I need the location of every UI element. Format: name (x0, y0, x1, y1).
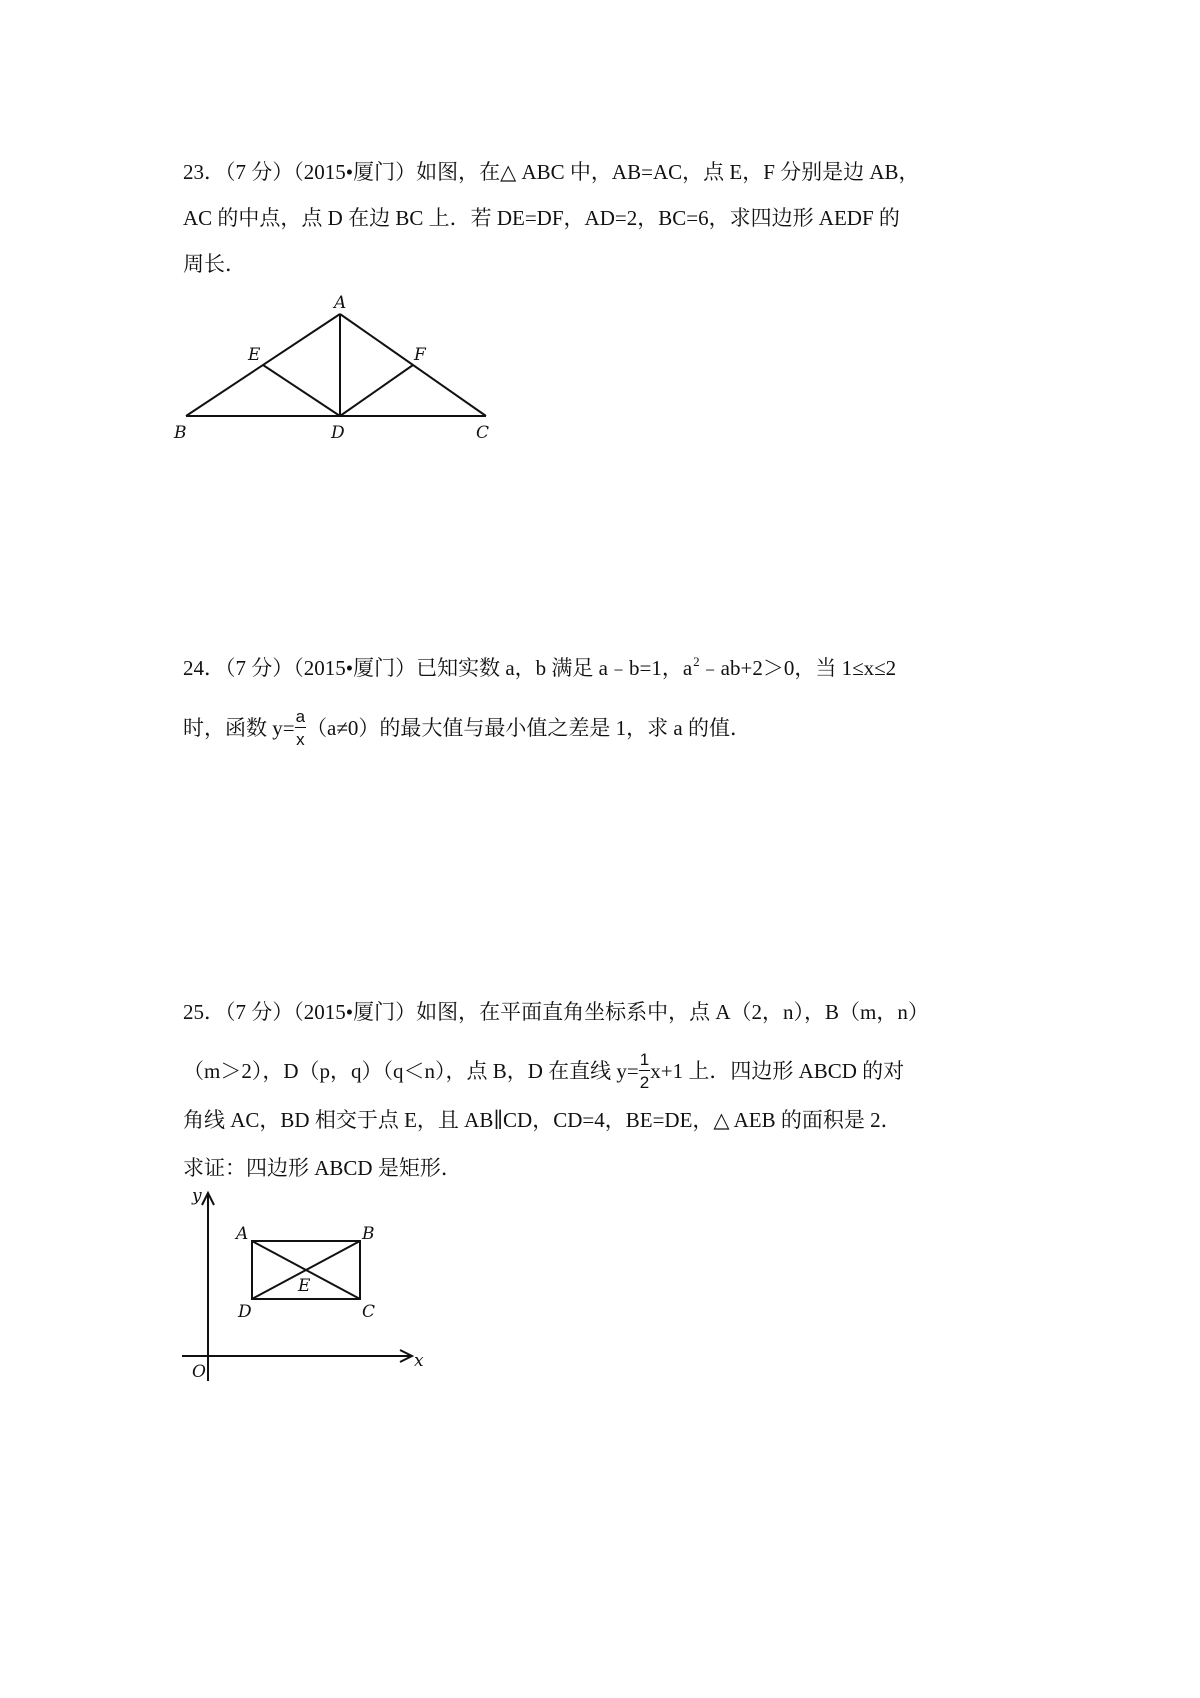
q25-fraction-denominator: 2 (639, 1073, 650, 1092)
q25-line-2 (183, 1050, 905, 1093)
label-o: O (192, 1362, 206, 1382)
segment-ed (263, 365, 340, 416)
label-c: C (476, 423, 490, 442)
segment-fd (340, 365, 413, 416)
q25-line-2-text: （m＞2），D（p，q）（q＜n），点 B，D 在直线 y= (183, 1058, 639, 1083)
q24-fraction-denominator: x (296, 730, 305, 749)
q25-fraction (639, 1051, 650, 1091)
q24-line-1-rest: ﹣ab+2＞0，当 1≤x≤2 (699, 656, 897, 680)
label-e: E (298, 1276, 311, 1296)
q23-triangle-figure (170, 292, 500, 442)
q24-fraction (295, 708, 306, 748)
q25-line-2-rest: x+1 上．四边形 ABCD 的对 (650, 1058, 905, 1083)
q24-line-1 (183, 655, 896, 679)
label-x: x (414, 1351, 424, 1371)
q24-line-1-text: 24．（7 分）（2015•厦门）已知实数 a，b 满足 a﹣b=1，a (183, 656, 693, 680)
q24-fraction-numerator: a (295, 707, 306, 726)
label-f: F (414, 345, 426, 365)
label-y: y (192, 1186, 202, 1206)
label-d: D (238, 1302, 252, 1322)
label-d: D (331, 423, 345, 442)
q24-line-2-rest: （a≠0）的最大值与最小值之差是 1，求 a 的值． (306, 715, 751, 740)
label-b: B (174, 423, 187, 442)
q25-line-3: 角线 AC，BD 相交于点 E，且 AB∥CD，CD=4，BE=DE，△ AEB 的面积是 2． (183, 1108, 902, 1132)
q24-exponent: 2 (693, 654, 700, 669)
label-e: E (248, 345, 261, 365)
q25-fraction-numerator: 1 (639, 1050, 650, 1069)
q25-line-4: 求证：四边形 ABCD 是矩形． (183, 1156, 462, 1180)
q23-line-3: 周长． (183, 252, 246, 276)
q23-line-1: 23．（7 分）（2015•厦门）如图，在△ ABC 中，AB=AC，点 E，F 分别是边 AB， (183, 160, 920, 184)
q24-line-2-text: 时，函数 y= (183, 715, 295, 740)
label-a: A (236, 1224, 249, 1244)
label-b: B (362, 1224, 375, 1244)
q25-line-1: 25．（7 分）（2015•厦门）如图，在平面直角坐标系中，点 A（2，n），B（m，n） (183, 1000, 929, 1024)
q25-coordinate-figure (178, 1183, 428, 1383)
q24-line-2 (183, 707, 751, 750)
q23-line-2: AC 的中点，点 D 在边 BC 上．若 DE=DF，AD=2，BC=6，求四边形 AEDF 的 (183, 206, 900, 230)
label-a: A (334, 293, 347, 313)
label-c: C (362, 1302, 376, 1322)
